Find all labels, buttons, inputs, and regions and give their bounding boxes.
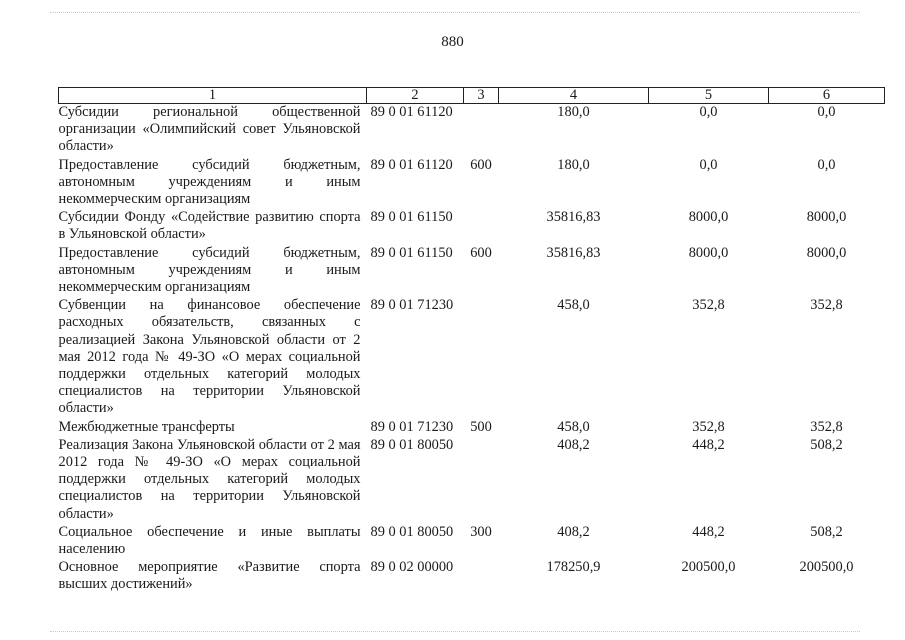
item-expense-type [464, 209, 499, 244]
item-name: Основное мероприятие «Развитие спорта высших достижений» [58, 559, 361, 593]
table-row [59, 104, 885, 157]
item-code: 89 0 01 61120 [370, 104, 453, 120]
table-row [59, 524, 885, 559]
scan-artifact-bottom [50, 631, 860, 632]
item-amount-col5: 352,8 [692, 297, 725, 314]
item-name: Субвенции на финансовое обеспечение расходных обязательств, связанных с реализацией Закона Ульяновской области от 2 мая 2012 года № 49-ЗО «О мерах социальной поддержки отдельных категорий молодых специалистов на территории Ульяновской области» [58, 297, 361, 417]
item-code: 89 0 01 61120 [370, 156, 453, 173]
col-header-4: 4 [499, 88, 649, 104]
item-amount-col6: 0,0 [817, 156, 836, 173]
item-amount-col4: 178250,9 [546, 559, 601, 576]
item-amount-col4: 35816,83 [546, 209, 601, 226]
item-expense-type: 600 [470, 244, 492, 261]
item-name: Субсидии Фонду «Содействие развитию спорта в Ульяновской области» [58, 209, 361, 243]
table-row [59, 157, 885, 210]
item-name: Субсидии региональной общественной организации «Олимпийский совет Ульяновской области» [58, 104, 361, 155]
item-amount-col5: 200500,0 [681, 559, 736, 576]
item-name: Предоставление субсидий бюджетным, автономным учреждениям и иным некоммерческим организациям [58, 244, 361, 296]
item-amount-col6: 0,0 [817, 104, 836, 120]
item-amount-col6: 8000,0 [806, 209, 847, 226]
item-amount-col6: 508,2 [810, 523, 843, 540]
col-header-1: 1 [59, 88, 367, 104]
item-name: Реализация Закона Ульяновской области от 2 мая 2012 года № 49-ЗО «О мерах социальной поддержки отдельных категорий молодых специалистов на территории Ульяновской области» [58, 436, 361, 522]
table-header-row [59, 88, 885, 104]
item-amount-col5: 0,0 [699, 104, 718, 120]
item-expense-type [464, 437, 499, 524]
item-amount-col5: 448,2 [692, 523, 725, 540]
item-code: 89 0 01 61150 [370, 244, 453, 261]
item-amount-col4: 180,0 [557, 156, 590, 173]
item-code: 89 0 01 71230 [370, 297, 454, 314]
col-header-6: 6 [769, 88, 885, 104]
item-name: Социальное обеспечение и иные выплаты населению [58, 523, 361, 558]
table-row [59, 437, 885, 524]
col-header-3: 3 [464, 88, 499, 104]
item-expense-type [464, 297, 499, 418]
table-row [59, 209, 885, 244]
budget-table [58, 87, 885, 595]
page-number: 880 [441, 34, 464, 50]
item-amount-col4: 35816,83 [546, 244, 601, 261]
item-code: 89 0 01 80050 [370, 436, 454, 453]
item-amount-col5: 8000,0 [688, 244, 729, 261]
item-code: 89 0 01 80050 [370, 523, 454, 540]
item-name: Предоставление субсидий бюджетным, автономным учреждениям и иным некоммерческим организациям [58, 156, 361, 208]
item-amount-col4: 180,0 [557, 104, 590, 120]
item-amount-col5: 448,2 [692, 436, 725, 453]
col-header-2: 2 [367, 88, 464, 104]
item-amount-col5: 352,8 [692, 418, 725, 435]
item-amount-col5: 8000,0 [688, 209, 729, 226]
item-amount-col4: 458,0 [557, 418, 590, 435]
table-body [59, 104, 885, 595]
item-amount-col6: 352,8 [810, 418, 843, 435]
item-amount-col6: 8000,0 [806, 244, 847, 261]
item-code: 89 0 01 71230 [370, 418, 454, 435]
table-row [59, 559, 885, 594]
item-code: 89 0 02 00000 [370, 559, 454, 576]
item-expense-type [464, 559, 499, 594]
table-row [59, 419, 885, 437]
table-row [59, 297, 885, 418]
item-amount-col5: 0,0 [699, 156, 718, 173]
scan-artifact-top [50, 12, 860, 13]
item-expense-type: 600 [470, 156, 492, 173]
item-expense-type: 500 [470, 418, 492, 435]
col-header-5: 5 [649, 88, 769, 104]
table-row [59, 245, 885, 298]
item-amount-col4: 408,2 [557, 523, 590, 540]
item-expense-type [464, 104, 499, 157]
item-amount-col6: 508,2 [810, 436, 843, 453]
item-amount-col6: 352,8 [810, 297, 843, 314]
item-amount-col6: 200500,0 [799, 559, 854, 576]
item-expense-type: 300 [470, 523, 492, 540]
item-amount-col4: 408,2 [557, 436, 590, 453]
item-code: 89 0 01 61150 [370, 209, 453, 226]
item-name: Межбюджетные трансферты [58, 418, 235, 435]
item-amount-col4: 458,0 [557, 297, 590, 314]
